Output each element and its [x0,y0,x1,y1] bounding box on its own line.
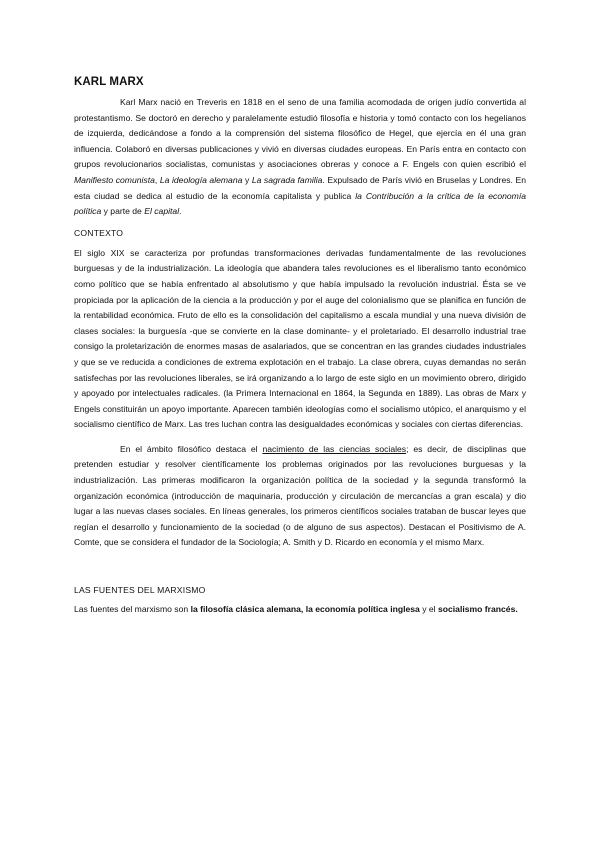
fuente-socialismo-frances: socialismo francés [437,604,516,615]
fuentes-text: y el [419,604,438,615]
ciencias-sociales-underlined: nacimiento de las ciencias sociales [262,443,407,454]
bio-text: , [154,174,160,185]
contexto-text: En el ámbito filosófico destaca el [120,443,263,454]
fuentes-text: Las fuentes del marxismo son [74,604,191,615]
bio-title-sagrada-familia: La sagrada familia [251,174,323,185]
contexto-paragraph-2 [74,442,526,551]
bio-title-ideologia: La ideología alemana [159,174,243,185]
bio-text: y parte de [101,206,145,217]
bio-text: Karl Marx nació en Treveris en 1818 en el seno de una familia acomodada de origen judío convertida al protestantismo. Se doctoró en derecho y paralelamente estudió filosofía e historia y tomó contacto con los hegelianos de izquierda, dedicándose a fondo a la comprensión del sistema filosófico de Hegel, que ejercía en él una gran influencia. Colaboró en diversas publicaciones y vivió en diversas ciudades europeas. En París entra en contacto con grupos revolucionarios socialistas, comunistas y asociaciones obreras y conoce a F. Engels con quien escribió el [74,97,526,170]
document-page [74,76,526,618]
fuentes-heading: LAS FUENTES DEL MARXISMO [74,585,206,596]
bio-text: y [242,174,252,185]
fuente-economia-inglesa: la economía política inglesa [305,604,420,615]
bio-text: . [179,206,182,217]
bio-paragraph [74,95,526,220]
fuentes-text: . [515,604,518,615]
contexto-paragraph-1: El siglo XIX se caracteriza por profundas transformaciones derivadas fundamentalmente de las revoluciones burguesas y de la industrialización. La ideología que abandera tales revoluciones es el liberalismo tanto económico como político que se había enfrentado al absolutismo y que había impulsado la revolución industrial. Ésta se ve propiciada por la aplicación de la ciencia a la producción y por el auge del colonialismo que se planifica en función de la rentabilidad económica. Fruto de ello es la consolidación del capitalismo a escala mundial y una nueva división de clases sociales: la burguesía -que se convierte en la clase dominante- y el proletariado. El desarrollo industrial trae consigo la proletarización de enormes masas de asalariados, que se concentran en las grandes ciudades industriales y que se ve reducida a condiciones de extrema explotación en el trabajo. La clase obrera, cuyas demandas no serán satisfechas por las revoluciones liberales, se irá organizando a lo largo de este siglo en un movimiento obrero, dirigido y apoyado por intelectuales radicales. (la Primera Internacional en 1864, la Segunda en 1889). Las obras de Marx y Engels constituirán un apoyo importante. Aparecen también ideologías como el socialismo utópico, el anarquismo y el socialismo científico de Marx. Las tres luchan contra las desigualdades económicas y sociales con ciertas diferencias. [74,247,526,430]
fuentes-paragraph [74,602,526,618]
bio-title-capital: El capital [144,206,180,217]
bio-title-manifiesto: Manifiesto comunista [74,174,155,185]
bio-text: . Expulsado de París vivió en Bruselas y Londres. En esta ciudad se dedica al estudio de la economía capitalista y publica [74,174,526,201]
fuente-filosofia-alemana: la filosofía clásica alemana [190,604,301,615]
fuentes-text: , [300,604,306,615]
bio-title-contribucion: la Contribución a la crítica de la economía política [74,190,526,217]
document-title: KARL MARX [74,76,144,88]
contexto-text: ; es decir, de disciplinas que pretenden estudiar y resolver científicamente los problemas originados por las revoluciones burguesas y la industrialización. Las primeras modificaron la organización política de la sociedad y la segunda transformó la organización económica (introducción de maquinaria, producción y circulación de mercancías a gran escala) y dio lugar a las nuevas clases sociales. En líneas generales, los primeros científicos sociales trataban de buscar leyes que regían el desarrollo y funcionamiento de la sociedad (o de alguno de sus aspectos). Destacan el Positivismo de A. Comte, que se considera el fundador de la Sociología; A. Smith y D. Ricardo en economía y el mismo Marx. [74,443,526,548]
contexto-heading: CONTEXTO [74,227,124,238]
